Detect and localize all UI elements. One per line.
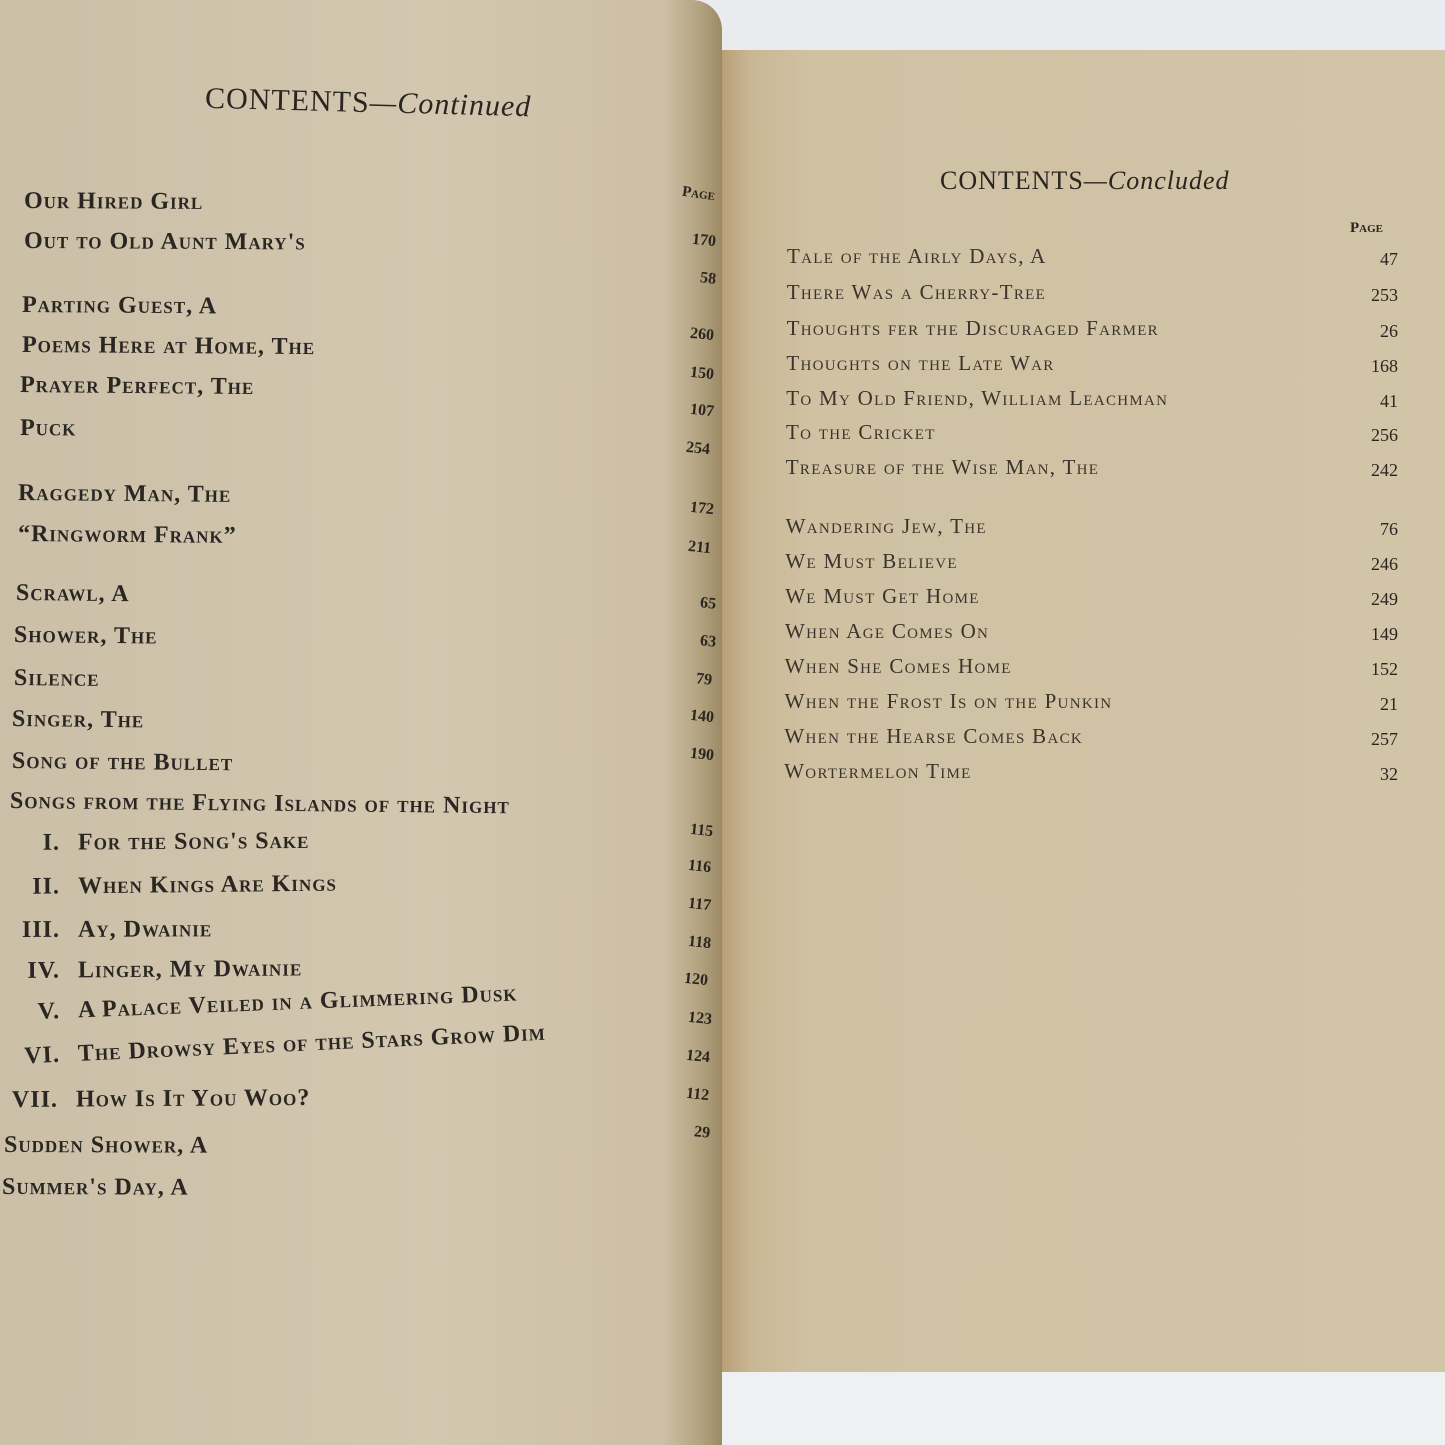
background-surface — [722, 1372, 1445, 1445]
entry-title: Puck — [19, 415, 77, 442]
entry-title: Prayer Perfect, The — [19, 372, 255, 401]
entry-title: Linger, My Dwainie — [77, 955, 303, 984]
contents-entry — [22, 332, 315, 361]
entry-title: A Palace Veiled in a Glimmering Dusk — [77, 980, 518, 1024]
contents-entry — [24, 188, 203, 216]
contents-entry — [24, 228, 306, 256]
contents-entry — [10, 788, 510, 820]
page-number: 76 — [1380, 519, 1398, 539]
roman-numeral: VI. — [23, 1041, 61, 1070]
page-number: 152 — [1371, 659, 1398, 679]
contents-entry: There Was a Cherry-Tree — [786, 280, 1047, 304]
roman-numeral: IV. — [27, 957, 61, 984]
page-number: 242 — [1371, 460, 1398, 480]
page-number: 65 — [699, 594, 717, 613]
entry-title: Songs from the Flying Islands of the Night — [9, 788, 510, 820]
page-number: 29 — [693, 1123, 711, 1142]
entry-title: Silence — [13, 665, 100, 692]
entry-title: “Ringworm Frank” — [17, 521, 237, 549]
page-number: 58 — [699, 269, 717, 288]
page-number: 246 — [1371, 554, 1398, 574]
page-number: 257 — [1371, 729, 1398, 749]
contents-entry: When Age Comes On — [785, 619, 990, 643]
page-number: 112 — [685, 1084, 711, 1105]
entry-title: Summer's Day, A — [1, 1174, 189, 1201]
page-number: 107 — [689, 400, 715, 421]
contents-entry: Wandering Jew, The — [785, 514, 987, 538]
page-number: 47 — [1380, 249, 1398, 269]
contents-entry — [10, 871, 337, 901]
page-number: 115 — [689, 820, 715, 841]
contents-entry: Thoughts fer the Discuraged Farmer — [786, 316, 1159, 340]
contents-entry — [9, 1020, 546, 1071]
roman-numeral: III. — [21, 916, 61, 943]
entry-title: Scrawl, A — [15, 580, 130, 608]
entry-title: Raggedy Man, The — [17, 480, 232, 508]
contents-entry: To My Old Friend, William Leachman — [786, 386, 1169, 410]
page-number: 140 — [689, 706, 715, 727]
page-number: 120 — [683, 969, 709, 990]
contents-entry: Wortermelon Time — [784, 759, 972, 783]
page-number: 123 — [687, 1008, 713, 1029]
page-number: 172 — [689, 498, 715, 519]
contents-entry: Treasure of the Wise Man, The — [785, 455, 1100, 479]
entry-title: When Kings Are Kings — [77, 870, 338, 900]
entry-title: Shower, The — [13, 622, 158, 650]
title-sub: —Continued — [369, 86, 532, 124]
page-number: 79 — [695, 670, 713, 689]
roman-numeral: VII. — [11, 1086, 59, 1113]
entry-title: Poems Here at Home, The — [21, 332, 316, 361]
page-column-label: Page — [681, 183, 717, 205]
contents-entry: To the Cricket — [786, 420, 936, 444]
page-number: 124 — [685, 1046, 711, 1067]
roman-numeral: II. — [32, 873, 61, 900]
entry-title: For the Song's Sake — [77, 827, 310, 856]
contents-entry — [8, 1085, 311, 1114]
entry-title: Our Hired Girl — [23, 188, 204, 215]
page-number: 170 — [691, 230, 717, 251]
entry-title: Parting Guest, A — [21, 292, 218, 320]
contents-entry — [18, 521, 237, 550]
page-number: 211 — [687, 537, 713, 558]
title-sub: —Concluded — [1083, 166, 1230, 195]
left-page-title — [205, 82, 532, 125]
contents-entry — [22, 292, 217, 320]
page-number: 254 — [685, 438, 711, 459]
contents-entry — [10, 916, 212, 944]
entry-title: Song of the Bullet — [11, 748, 234, 777]
page-number: 249 — [1371, 589, 1398, 609]
roman-numeral: I. — [42, 829, 61, 856]
page-number: 190 — [689, 744, 715, 765]
entry-title: Out to Old Aunt Mary's — [23, 228, 306, 256]
page-number: 116 — [687, 856, 713, 877]
contents-entry: We Must Get Home — [785, 584, 980, 608]
page-number: 260 — [689, 324, 715, 345]
page-number: 256 — [1371, 425, 1398, 445]
contents-entry — [14, 665, 100, 693]
contents-entry — [14, 622, 158, 651]
contents-entry: When She Comes Home — [784, 654, 1012, 678]
page-number: 41 — [1380, 391, 1398, 411]
contents-entry — [18, 480, 232, 509]
contents-entry — [4, 1132, 208, 1160]
contents-entry — [9, 981, 518, 1027]
page-number: 63 — [699, 632, 717, 651]
left-page — [0, 0, 722, 1445]
entry-title: Ay, Dwainie — [77, 916, 213, 943]
contents-entry — [10, 955, 302, 985]
title-main: CONTENTS — [204, 81, 371, 120]
contents-entry — [16, 580, 130, 608]
title-main: CONTENTS — [940, 166, 1084, 195]
contents-entry — [20, 372, 255, 401]
page-number: 150 — [689, 363, 715, 384]
page-number: 21 — [1380, 694, 1398, 714]
page-column-label: Page — [1350, 220, 1383, 236]
contents-entry: Thoughts on the Late War — [786, 351, 1055, 375]
page-number: 253 — [1371, 285, 1398, 305]
contents-entry: We Must Believe — [785, 549, 958, 573]
contents-entry: Tale of the Airly Days, A — [787, 244, 1047, 268]
roman-numeral: V. — [37, 998, 61, 1025]
right-page-title — [940, 166, 1230, 196]
page-number: 118 — [687, 932, 713, 953]
right-page — [722, 50, 1445, 1372]
page-number: 26 — [1380, 321, 1398, 341]
contents-entry — [20, 415, 77, 442]
entry-title: How Is It You Woo? — [75, 1084, 311, 1113]
entry-title: The Drowsy Eyes of the Stars Grow Dim — [77, 1019, 547, 1067]
contents-entry — [12, 748, 234, 777]
page-number: 32 — [1380, 764, 1398, 784]
contents-entry: When the Hearse Comes Back — [784, 724, 1084, 748]
contents-entry — [10, 828, 310, 857]
contents-entry — [12, 706, 144, 734]
entry-title: Sudden Shower, A — [3, 1132, 209, 1159]
page-number: 117 — [687, 894, 713, 915]
entry-title: Singer, The — [11, 706, 145, 734]
contents-entry — [2, 1174, 189, 1202]
contents-entry: When the Frost Is on the Punkin — [784, 689, 1113, 713]
page-number: 149 — [1371, 624, 1398, 644]
page-number: 168 — [1371, 356, 1398, 376]
